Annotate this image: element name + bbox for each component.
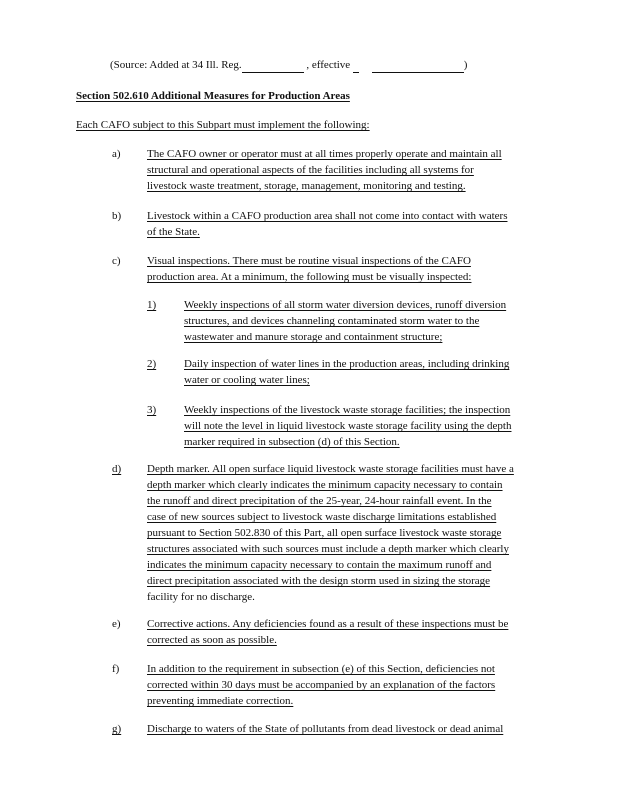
item-f-line-3: preventing immediate correction. — [147, 695, 294, 707]
item-d-line-6: structures associated with such sources must include a depth marker which clearly — [147, 543, 509, 555]
item-c-label: c) — [112, 255, 121, 267]
item-a-line-2: structural and operational aspects of the facilities including all systems for — [147, 164, 474, 176]
item-d-label: d) — [112, 463, 122, 475]
item-d-line-8: direct precipitation associated with the design storm used in sizing the storage — [147, 575, 491, 587]
intro-text: Each CAFO subject to this Subpart must implement the following: — [76, 119, 370, 131]
item-c3-line-1: Weekly inspections of the livestock waste storage facilities; the inspection — [184, 404, 511, 416]
item-f-line-2: corrected within 30 days must be accompanied by an explanation of the factors — [147, 679, 496, 691]
item-a-label: a) — [112, 148, 121, 160]
item-b-line-2: of the State. — [147, 226, 200, 238]
item-c-line-1: Visual inspections. There must be routine visual inspections of the CAFO — [147, 255, 471, 267]
item-c2-label: 2) — [147, 358, 157, 370]
item-d-line-1: Depth marker. All open surface liquid livestock waste storage facilities must have a — [147, 463, 514, 475]
item-c1-label: 1) — [147, 299, 157, 311]
item-c1-line-1: Weekly inspections of all storm water diversion devices, runoff diversion — [184, 299, 507, 311]
item-c-line-2: production area. At a minimum, the following must be visually inspected: — [147, 271, 472, 283]
item-c3-line-2: will note the level in liquid livestock waste storage facility using the depth — [184, 420, 512, 432]
source-line — [110, 57, 467, 73]
item-f-label: f) — [112, 663, 120, 675]
item-c3-line-3: marker required in subsection (d) of this Section. — [184, 436, 400, 448]
source-prefix: (Source: Added at 34 Ill. Reg. — [110, 59, 242, 71]
register-blank — [242, 60, 304, 73]
item-c3-label: 3) — [147, 404, 157, 416]
effective-date-blank-long — [372, 60, 464, 73]
section-heading: Section 502.610 Additional Measures for Production Areas — [76, 90, 350, 102]
item-c1-line-3: wastewater and manure storage and containment structure; — [184, 331, 443, 343]
source-close: ) — [463, 59, 468, 71]
item-d-line-5: pursuant to Section 502.830 of this Part, all open surface livestock waste storage — [147, 527, 502, 539]
effective-date-blank-short — [353, 60, 359, 73]
item-d-line-7: indicates the minimum capacity necessary to contain the maximum runoff and — [147, 559, 492, 571]
item-d-line-4: case of new sources subject to livestock waste discharge limitations established — [147, 511, 497, 523]
item-d-line-9: facility for no discharge. — [147, 591, 255, 603]
item-g-line-1: Discharge to waters of the State of pollutants from dead livestock or dead animal — [147, 723, 504, 735]
item-f-line-1: In addition to the requirement in subsection (e) of this Section, deficiencies not — [147, 663, 495, 675]
item-c2-line-2: water or cooling water lines; — [184, 374, 310, 386]
item-a-line-3: livestock waste treatment, storage, management, monitoring and testing. — [147, 180, 466, 192]
item-d-line-2: depth marker which clearly indicates the minimum capacity necessary to contain — [147, 479, 503, 491]
item-c1-line-2: structures, and devices channeling contaminated storm water to the — [184, 315, 480, 327]
item-b-label: b) — [112, 210, 122, 222]
item-c2-line-1: Daily inspection of water lines in the production areas, including drinking — [184, 358, 510, 370]
item-e-line-1: Corrective actions. Any deficiencies found as a result of these inspections must be — [147, 618, 509, 630]
item-g-label: g) — [112, 723, 122, 735]
item-a-line-1: The CAFO owner or operator must at all times properly operate and maintain all — [147, 148, 502, 160]
item-e-line-2: corrected as soon as possible. — [147, 634, 277, 646]
item-e-label: e) — [112, 618, 121, 630]
item-b-line-1: Livestock within a CAFO production area shall not come into contact with waters — [147, 210, 508, 222]
item-d-line-3: the runoff and direct precipitation of the 25-year, 24-hour rainfall event. In the — [147, 495, 492, 507]
source-effective: , effective — [306, 59, 351, 71]
